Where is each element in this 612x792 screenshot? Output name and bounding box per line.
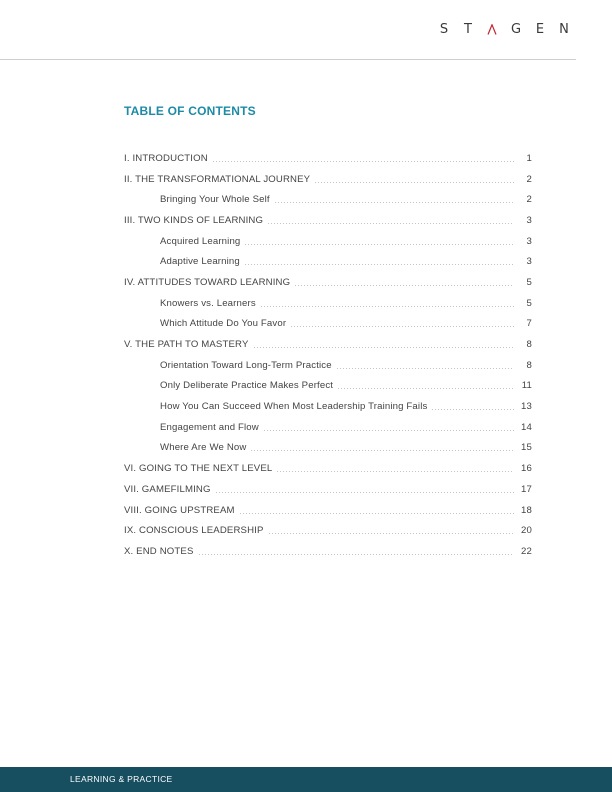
toc-entry[interactable] — [124, 417, 532, 438]
toc-entry[interactable] — [124, 438, 532, 459]
toc-entry[interactable] — [124, 520, 532, 541]
page-title: TABLE OF CONTENTS — [124, 104, 256, 118]
footer-bar — [0, 767, 612, 792]
toc-entry-label: VI. GOING TO THE NEXT LEVEL — [124, 463, 273, 475]
toc-entry-page: 17 — [521, 483, 532, 495]
toc-entry[interactable] — [124, 355, 532, 376]
dot-leader — [268, 533, 514, 534]
dot-leader — [244, 264, 514, 265]
dot-leader — [253, 347, 515, 348]
logo-letter: T — [464, 22, 472, 37]
dot-leader — [276, 471, 514, 472]
toc-entry-label: Adaptive Learning — [160, 256, 240, 268]
dot-leader — [263, 430, 514, 431]
dot-leader — [431, 409, 514, 410]
dot-leader — [215, 492, 514, 493]
logo-letter: N — [559, 22, 569, 37]
dot-leader — [290, 326, 514, 327]
logo-accent-a-icon — [480, 24, 504, 35]
dot-leader — [212, 161, 514, 162]
dot-leader — [198, 554, 515, 555]
toc-entry-label: III. TWO KINDS OF LEARNING — [124, 214, 264, 226]
toc-entry-label: Bringing Your Whole Self — [160, 194, 270, 206]
toc-entry[interactable] — [124, 541, 532, 562]
toc-entry[interactable] — [124, 169, 532, 190]
toc-entry[interactable] — [124, 293, 532, 314]
toc-entry[interactable] — [124, 376, 532, 397]
toc-entry-label: How You Can Succeed When Most Leadership Training Fails — [160, 401, 428, 413]
toc-entry-label: V. THE PATH TO MASTERY — [124, 339, 249, 351]
logo-letter: G — [510, 22, 522, 37]
toc-entry-label: IX. CONSCIOUS LEADERSHIP — [124, 525, 264, 537]
toc-entry-page: 1 — [526, 152, 532, 164]
toc-entry[interactable] — [124, 272, 532, 293]
stagen-logo — [432, 22, 576, 37]
toc-entry[interactable] — [124, 189, 532, 210]
toc-entry-label: Only Deliberate Practice Makes Perfect — [160, 380, 334, 392]
toc-entry-label: I. INTRODUCTION — [124, 152, 208, 164]
toc-entry[interactable] — [124, 500, 532, 521]
toc-entry-page: 13 — [521, 401, 532, 413]
toc-entry-label: VII. GAMEFILMING — [124, 483, 211, 495]
toc-entry-label: Orientation Toward Long-Term Practice — [160, 359, 332, 371]
footer-label: LEARNING & PRACTICE — [70, 774, 173, 784]
toc-entry-page: 3 — [526, 214, 532, 226]
table-of-contents — [124, 148, 532, 562]
toc-entry-label: VIII. GOING UPSTREAM — [124, 504, 235, 516]
toc-entry-page: 22 — [521, 545, 532, 557]
toc-entry-label: II. THE TRANSFORMATIONAL JOURNEY — [124, 173, 311, 185]
dot-leader — [244, 244, 514, 245]
toc-entry[interactable] — [124, 334, 532, 355]
dot-leader — [337, 388, 514, 389]
toc-entry-page: 14 — [521, 421, 532, 433]
toc-entry-label: Knowers vs. Learners — [160, 297, 256, 309]
toc-entry-page: 7 — [526, 318, 532, 330]
toc-entry-label: Engagement and Flow — [160, 421, 259, 433]
logo-letter: S — [439, 22, 449, 37]
toc-entry-page: 5 — [526, 297, 532, 309]
dot-leader — [260, 306, 514, 307]
toc-entry[interactable] — [124, 458, 532, 479]
toc-entry[interactable] — [124, 231, 532, 252]
toc-entry-page: 18 — [521, 504, 532, 516]
toc-entry[interactable] — [124, 396, 532, 417]
dot-leader — [336, 368, 514, 369]
toc-entry[interactable] — [124, 148, 532, 169]
toc-entry-page: 3 — [526, 256, 532, 268]
dot-leader — [267, 223, 514, 224]
dot-leader — [250, 450, 514, 451]
toc-entry-page: 5 — [526, 276, 532, 288]
dot-leader — [239, 513, 514, 514]
toc-entry-page: 15 — [521, 442, 532, 454]
toc-entry-label: Acquired Learning — [160, 235, 241, 247]
toc-entry[interactable] — [124, 251, 532, 272]
toc-entry-page: 20 — [521, 525, 532, 537]
dot-leader — [294, 285, 514, 286]
dot-leader — [314, 182, 514, 183]
toc-entry[interactable] — [124, 314, 532, 335]
toc-entry-page: 16 — [521, 463, 532, 475]
dot-leader — [274, 202, 514, 203]
toc-entry-page: 2 — [526, 194, 532, 206]
toc-entry-label: IV. ATTITUDES TOWARD LEARNING — [124, 276, 291, 288]
toc-entry[interactable] — [124, 479, 532, 500]
toc-entry-page: 11 — [521, 380, 532, 392]
toc-entry-page: 8 — [526, 339, 532, 351]
toc-entry-label: X. END NOTES — [124, 545, 194, 557]
logo-letter: E — [535, 22, 545, 37]
toc-entry-page: 2 — [526, 173, 532, 185]
toc-entry[interactable] — [124, 210, 532, 231]
toc-entry-label: Where Are We Now — [160, 442, 247, 454]
toc-entry-page: 8 — [526, 359, 532, 371]
toc-entry-label: Which Attitude Do You Favor — [160, 318, 287, 330]
toc-entry-page: 3 — [526, 235, 532, 247]
header-divider — [0, 59, 576, 60]
